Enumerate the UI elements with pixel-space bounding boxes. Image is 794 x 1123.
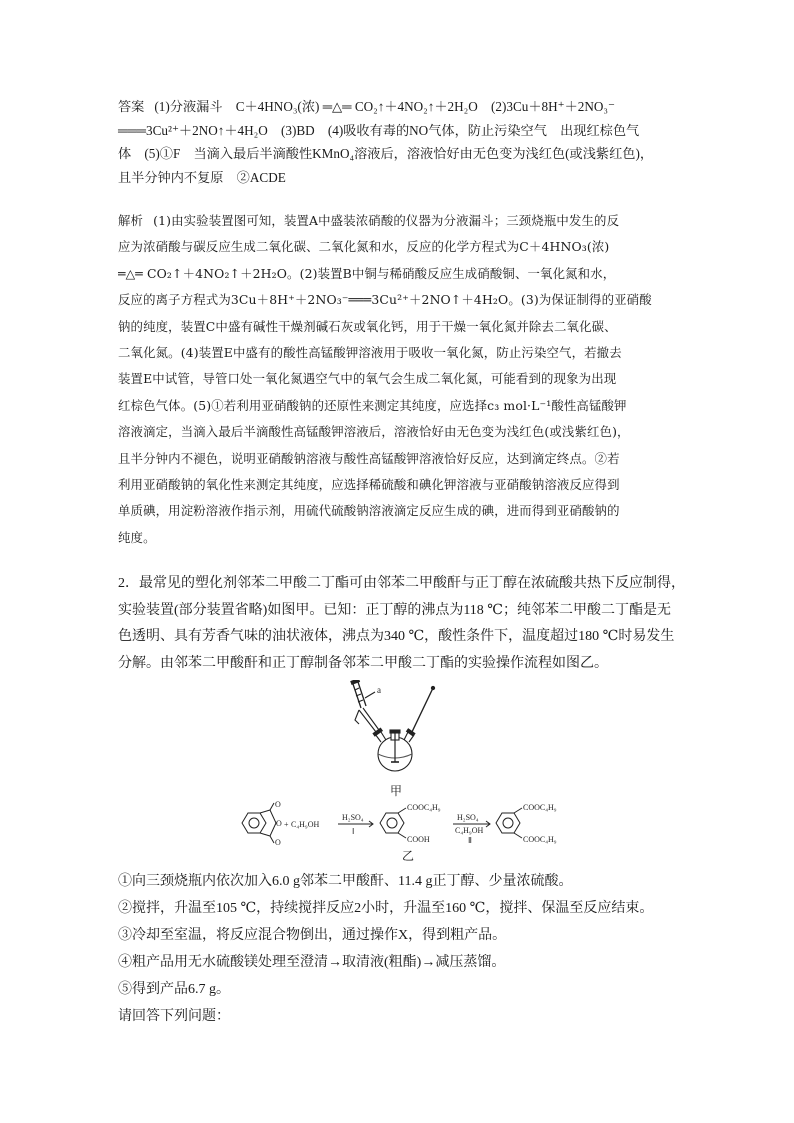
step-line: ③冷却至室温，将反应混合物倒出，通过操作X，得到粗产品。	[118, 928, 507, 943]
answer-line-3: 体 (5)①F 当滴入最后半滴酸性KMnO₄溶液后，溶液恰好由无色变为浅红色(或浅紫红色)，	[118, 146, 654, 161]
reaction-caption: 乙	[402, 849, 415, 863]
anhydride-o-bottom: O	[275, 838, 281, 846]
condition-2-top: H₂SO₄	[457, 813, 479, 822]
explanation-line: 应为浓硝酸与碳反应生成二氧化碳、二氧化氮和水，反应的化学方程式为C＋4HNO₃(浓)	[118, 239, 610, 255]
condition-1-top: H₂SO₄	[342, 813, 364, 822]
question-line: 2．最常见的塑化剂邻苯二甲酸二丁酯可由邻苯二甲酸酐与正丁醇在浓硫酸共热下反应制得，	[118, 576, 685, 591]
reaction-scheme	[238, 800, 558, 846]
explanation-line: 反应的离子方程式为3Cu＋8H⁺＋2NO₃⁻═══3Cu²⁺＋2NO↑＋4H₂O。(3)为保证制得的亚硝酸	[118, 292, 652, 308]
explanation-line: ═△═ CO₂↑＋4NO₂↑＋2H₂O。(2)装置B中铜与稀硝酸反应生成硝酸铜、一氧化氮和水，	[118, 265, 616, 281]
benzene-ring-1	[242, 813, 266, 833]
question-line: 实验装置(部分装置省略)如图甲。已知：正丁醇的沸点为118 ℃；纯邻苯二甲酸二丁酯是无	[118, 602, 671, 618]
explanation-line: 利用亚硝酸钠的氧化性来测定其纯度，应选择稀硫酸和碘化钾溶液与亚硝酸钠溶液反应得到	[118, 477, 620, 493]
step-line: ④粗产品用无水硫酸镁处理至澄清→取清液(粗酯)→减压蒸馏。	[118, 955, 506, 970]
question-line: 分解。由邻苯二甲酸酐和正丁醇制备邻苯二甲酸二丁酯的实验操作流程如图乙。	[118, 655, 608, 671]
apparatus-figure	[345, 680, 445, 776]
answer-label: 答案	[118, 99, 145, 114]
question-2	[118, 571, 688, 677]
answer-line-2: ═══3Cu²⁺＋2NO↑＋4H₂O (3)BD (4)吸收有毒的NO气体，防止污染空气 出现红棕色气	[118, 122, 640, 138]
product-bottom-group: COOC₄H₉	[523, 835, 557, 844]
apparatus-label-a: a	[377, 685, 381, 695]
apparatus-caption: 甲	[390, 784, 403, 798]
explanation-label: 解析	[118, 213, 144, 228]
condition-2-mid: C₄H₉OH	[455, 826, 484, 835]
answer-line-1: 答案 (1)分液漏斗 C＋4HNO₃(浓) ═△═ CO₂↑＋4NO₂↑＋2H₂O (2)3Cu＋8H⁺＋2NO₃⁻	[118, 99, 615, 114]
explanation-line: 红棕色气体。(5)①若利用亚硝酸钠的还原性来测定其纯度，应选择c₃ mol·L⁻¹酸性高锰酸钾	[118, 397, 627, 413]
product-top-group: COOC₄H₉	[523, 803, 557, 812]
explanation-line: 二氧化氮。(4)装置E中盛有的酸性高锰酸钾溶液用于吸收一氧化氮，防止污染空气，若撤去	[118, 345, 622, 361]
answer-block	[118, 95, 688, 189]
intermediate-top-group: COOC₄H₉	[407, 803, 441, 812]
explanation-line: 溶液滴定，当滴入最后半滴酸性高锰酸钾溶液后，溶液恰好由无色变为浅红色(或浅紫红色)，	[118, 424, 630, 440]
intermediate-bottom-group: COOH	[407, 835, 430, 844]
procedure-steps	[118, 868, 698, 1030]
anhydride-o-top: O	[275, 800, 281, 809]
explanation-line: 钠的纯度，装置C中盛有碱性干燥剂碱石灰或氧化钙，用于干燥一氧化氮并除去二氧化碳、	[118, 318, 617, 334]
reagent-butanol: C₄H₉OH	[291, 820, 320, 829]
explanation-line: 解析 (1)由实验装置图可知，装置A中盛装浓硝酸的仪器为分液漏斗；三颈烧瓶中发生的反	[118, 213, 620, 228]
anhydride-o-ring: O	[276, 819, 282, 828]
explanation-line: 单质碘，用淀粉溶液作指示剂，用硫代硫酸钠溶液滴定反应生成的碘，进而得到亚硝酸钠的	[118, 503, 620, 519]
plus-sign: +	[284, 820, 289, 829]
explanation-line: 装置E中试管，导管口处一氧化氮遇空气中的氧气会生成二氧化氮，可能看到的现象为出现	[118, 371, 617, 387]
question-line: 色透明、具有芳香气味的油状液体，沸点为340 ℃，酸性条件下，温度超过180 ℃时易发生	[118, 629, 675, 644]
step-line: ②搅拌，升温至105 ℃，持续搅拌反应2小时，升温至160 ℃，搅拌、保温至反应结束。	[118, 901, 654, 916]
explanation-line: 纯度。	[118, 529, 156, 545]
step-line: 请回答下列问题：	[118, 1009, 230, 1024]
answer-line-4: 且半分钟内不复原 ②ACDE	[118, 169, 286, 185]
benzene-ring-3	[496, 813, 520, 833]
condition-2-bottom: Ⅱ	[468, 836, 472, 845]
explanation-line: 且半分钟内不褪色，说明亚硝酸钠溶液与酸性高锰酸钾溶液恰好反应，达到滴定终点。②若	[118, 450, 620, 466]
condition-1-bottom: Ⅰ	[352, 827, 355, 836]
step-line: ⑤得到产品6.7 g。	[118, 982, 230, 997]
step-line: ①向三颈烧瓶内依次加入6.0 g邻苯二甲酸酐、11.4 g正丁醇、少量浓硫酸。	[118, 874, 573, 889]
explanation-block	[118, 208, 680, 551]
benzene-ring-2	[380, 813, 404, 833]
